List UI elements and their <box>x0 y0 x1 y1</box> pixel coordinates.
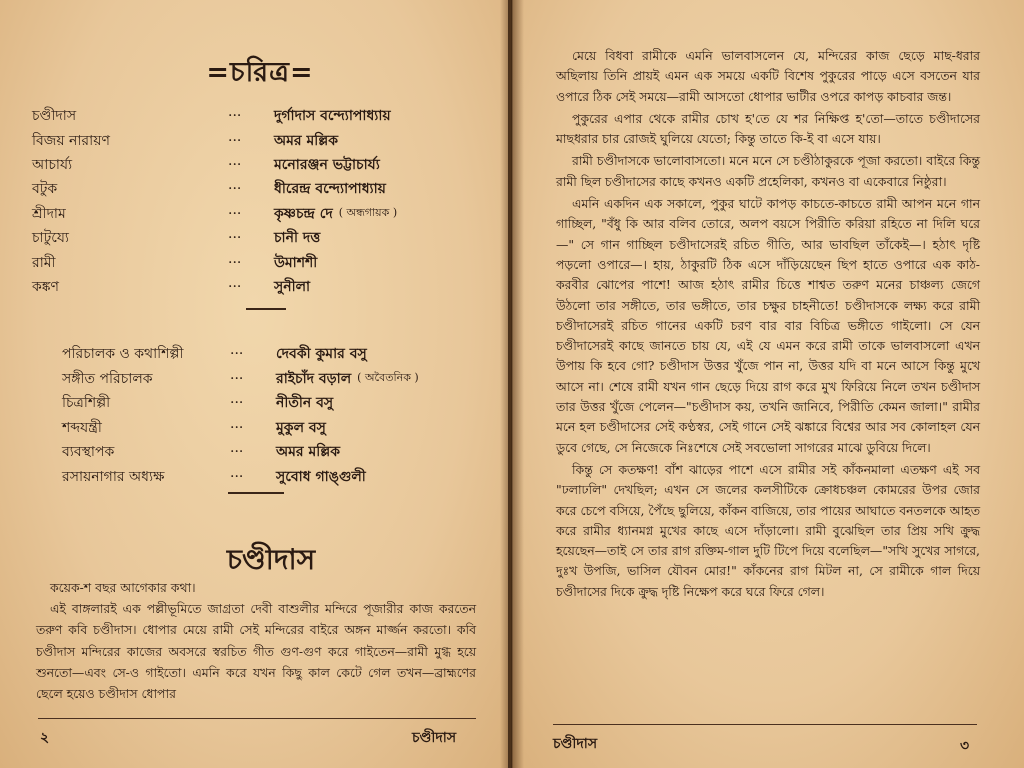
credit-dots: ··· <box>230 370 244 387</box>
cast-row <box>32 104 472 128</box>
story-paragraph: মেয়ে বিধবা রামীকে এমনি ভালবাসলেন যে, মন্দিরের কাজ ছেড়ে মাছ-ধরার অছিলায় তিনি প্রায়ই এমন এক সময়ে একটি বিশেষ পুকুরের পাড়ে এসে বসতেন যার ওপারে ঠিক সেই সময়ে—রামী আসতো ধোপার ভাটীর ওপরে কাপড় কাচবার জন্ত। <box>556 48 980 104</box>
cast-actor: মনোরঞ্জন ভট্টাচার্য্য <box>274 156 380 173</box>
credit-role: শব্দযন্ত্রী <box>62 419 102 436</box>
cast-dots: ··· <box>228 254 242 271</box>
book-gutter <box>500 0 524 768</box>
cast-role: শ্রীদাম <box>32 205 66 222</box>
credit-row <box>62 440 482 465</box>
cast-dots: ··· <box>228 181 242 198</box>
cast-dots: ··· <box>228 230 242 247</box>
cast-role: বিজয় নারায়ণ <box>32 132 110 149</box>
credit-dots: ··· <box>230 346 244 363</box>
cast-row <box>32 128 472 152</box>
credit-person: নীতীন বসু <box>276 395 334 412</box>
credit-person: মুকুল বসু <box>276 419 326 436</box>
credit-dots: ··· <box>230 444 244 461</box>
cast-row <box>32 153 472 177</box>
credit-row <box>62 465 482 490</box>
cast-role: বটুক <box>32 181 58 198</box>
credit-role: রসায়নাগার অধ্যক্ষ <box>62 468 165 485</box>
footer-rule <box>553 724 977 725</box>
cast-role: কঙ্কণ <box>32 278 60 295</box>
credit-dots: ··· <box>230 468 244 485</box>
cast-row <box>32 250 472 274</box>
story-text-right <box>556 46 980 604</box>
cast-dots: ··· <box>228 156 242 173</box>
page-number: ৩ <box>960 738 970 754</box>
credit-person: দেবকী কুমার বসু <box>276 346 367 363</box>
cast-dots: ··· <box>228 278 242 295</box>
story-paragraph: রামী চণ্ডীদাসকে ভালোবাসতো। মনে মনে সে চণ্ডীঠাকুরকে পূজা করতো। বাইরে কিন্তু রামী ছিল চণ্ডীদাসের কাছে কখনও একটি প্রহেলিকা, কখনও বা একেবারে নিষ্ঠুরা। <box>556 153 980 189</box>
credit-role: সঙ্গীত পরিচালক <box>62 370 153 387</box>
cast-dots: ··· <box>228 108 242 125</box>
cast-role: চণ্ডীদাস <box>32 108 77 125</box>
credit-dots: ··· <box>230 419 244 436</box>
cast-note: ( অন্ধগায়ক ) <box>338 206 398 220</box>
cast-row <box>32 202 472 226</box>
running-head: চণ্ডীদাস <box>553 736 598 752</box>
credit-row <box>62 391 482 416</box>
credit-row <box>62 416 482 441</box>
credit-row <box>62 342 482 367</box>
cast-role: আচার্য্য <box>32 156 73 173</box>
cast-actor: কৃষ্ণচন্দ্র দে <box>274 205 333 222</box>
credit-role: ব্যবস্থাপক <box>62 444 115 461</box>
divider-rule <box>246 308 286 310</box>
cast-actor: চানী দত্ত <box>274 230 321 247</box>
credit-person: রাইচাঁদ বড়াল <box>276 370 352 387</box>
cast-actor: উমাশশী <box>274 254 318 271</box>
footer-rule <box>38 718 476 719</box>
story-paragraph: কিন্তু সে কতক্ষণ! বাঁশ ঝাড়ের পাশে এসে রামীর সই কাঁকনমালা এতক্ষণ এই সব "ঢলাঢলি" দেখছিল; এখন সে জলের কলসীটিকে ক্রোধচঞ্চল কোমরের উপর জোর করে চেপে বসিয়ে, পৈঁছে ছুলিয়ে, কাঁকন বাজিয়ে, তার পায়ের আঘাতে বনতলকে আহত করে রামীর ধ্যানমগ্ন মুখের কাছে এসে দাঁড়ালো। রামী বুঝেছিল তার প্রিয় সখি ক্রুদ্ধ হয়েছেন—তাই সে তার রাগ রক্তিম-গাল দুটি টিপে দিয়ে বলেছিল—"সখি সুখের সাগরে, দুঃখ উপজি, ভাসিল যৌবন মোর!" কাঁকনের রাগ মিটল না, সে রামীকে গাল দিয়ে চণ্ডীদাসের দিকে ক্রুদ্ধ দৃষ্টি নিক্ষেপ করে ঘরে ফিরে গেল। <box>556 461 980 599</box>
cast-row <box>32 275 472 299</box>
page-number: ২ <box>40 730 50 746</box>
credit-role: পরিচালক ও কথাশিল্পী <box>62 346 184 363</box>
credit-role: চিত্রশিল্পী <box>62 395 111 412</box>
cast-actor: ধীরেন্দ্র বন্দ্যোপাধ্যায় <box>274 181 386 198</box>
running-head: চণ্ডীদাস <box>412 730 457 746</box>
divider-rule <box>228 492 284 494</box>
story-paragraph: কয়েক-শ বছর আগেকার কথা। <box>50 580 196 595</box>
cast-row <box>32 177 472 201</box>
credit-note: ( অবৈতনিক ) <box>357 371 419 385</box>
cast-row <box>32 226 472 250</box>
story-paragraph: এই বাঙ্গলারই এক পল্লীভূমিতে জাগ্রতা দেবী বাশুলীর মন্দিরে পূজারীর কাজ করতেন তরুণ কবি চণ্ডীদাস। ধোপার মেয়ে রামী সেই মন্দিরের বাইরে অঙ্গন মার্জ্জন করতো। কবি চণ্ডীদাস মন্দিরের কাজের অবসরে স্বরচিত গীত গুণ-গুণ করে গাইতেন—রামী মুগ্ধ হয়ে শুনতো—এবং সে-ও গাইতো। এমনি করে যখন কিছু কাল কেটে গেল তখন—ব্রাহ্মণের ছেলে হয়েও চণ্ডীদাস ধোপার <box>36 601 476 702</box>
cast-dots: ··· <box>228 132 242 149</box>
left-page <box>0 0 508 768</box>
story-paragraph: এমনি একদিন এক সকালে, পুকুর ঘাটে কাপড় কাচতে-কাচতে রামী আপন মনে গান গাচ্ছিল, "বঁধু কি আর বলিব তোরে, অলপ বয়সে পিরীতি করিয়া রহিতে না দিলি ঘরে—" সে গান গাচ্ছিল চণ্ডীদাসেরই রচিত গীতি, আর ভাবছিল তাঁকেই—। হঠাৎ দৃষ্টি পড়লো ওপারে—। হায়, ঠাকুরটি ঠিক এসে দাঁড়িয়েছেন ছিপ হাতে ওপারে এক কাঠ-করবীর ঝোপের পাশে! আজ হঠাৎ রামীর চিত্তে শাশ্বত তরুণ মনের চাঞ্চল্য জেগে উঠলো তার সঙ্গীতে, তার ভঙ্গীতে, তার চক্ষুর চাহনীতে! চণ্ডীদাসকে লক্ষ্য করে রামী চণ্ডীদাসেরই রচিত গানের একটি চরণ বার বার বিচিত্র ভঙ্গীতে গাইলো। সে যেন চণ্ডীদাসেরই কাছে জানতে চায় যে, এই যে এমন করে রামী তাকে ভালবাসলো এখন উপায় কি হবে গো? চণ্ডীদাস উত্তর খুঁজে পান না, উত্তর যদি বা মনে আসে কিন্তু মুখে আসে না। শেষে রামী যখন গান ছেড়ে দিয়ে রাগ করে মুখ ফিরিয়ে নিলে তখন চণ্ডীদাস তার উত্তর খুঁজে পেলেন—"চণ্ডীদাস কয়, তখনি জানিবে, পিরীতি কেমন জালা।" রামীর মনে হল চণ্ডীদাসের সেই কণ্ঠস্বর, সেই গানে সেই ঝঙ্কারে বিশ্বের আর সব কোলাহল যেন ডুবে গেছে, সে নিজেকে নিঃশেষে সেই সবভোলা সাগরের মাঝে ডুবিয়ে দিলে। <box>556 196 980 455</box>
cast-role: রামী <box>32 254 56 271</box>
cast-list <box>32 104 472 299</box>
cast-actor: সুনীলা <box>274 278 311 295</box>
credit-person: অমর মল্লিক <box>276 444 341 461</box>
cast-role: চাটুয্যে <box>32 230 69 247</box>
credit-dots: ··· <box>230 395 244 412</box>
credit-row <box>62 367 482 392</box>
cast-heading: =চরিত্র= <box>206 57 314 88</box>
story-title: চণ্ডীদাস <box>226 543 316 576</box>
cast-dots: ··· <box>228 205 242 222</box>
cast-actor: দুর্গাদাস বন্দ্যোপাধ্যায় <box>274 108 391 125</box>
credits-list <box>62 342 482 489</box>
cast-actor: অমর মল্লিক <box>274 132 339 149</box>
story-paragraph: পুকুরের এপার থেকে রামীর চোখ হ'তে যে শর নিক্ষিপ্ত হ'তো—তাতে চণ্ডীদাসের মাছধরার চার রোজই ঘুলিয়ে যেতো; কিন্তু তাতে কি-ই বা এসে যায়। <box>556 110 980 147</box>
credit-person: সুবোধ গাঙ্গুলী <box>276 468 366 485</box>
story-text-left <box>36 577 476 704</box>
